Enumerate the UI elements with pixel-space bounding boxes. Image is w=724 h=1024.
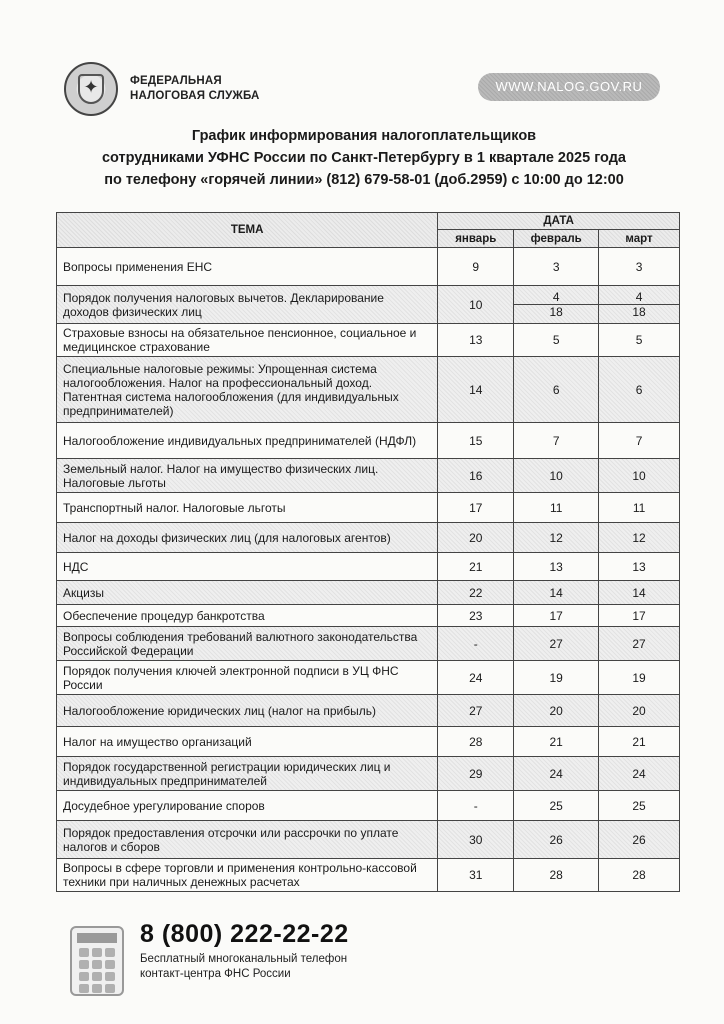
title-line3: по телефону «горячей линии» (812) 679-58-01 (доб.2959) с 10:00 до 12:00 (104, 172, 624, 188)
row-mar: 11 (599, 493, 680, 523)
row-mar: 20 (599, 695, 680, 727)
row-topic: Налог на имущество организаций (57, 727, 438, 757)
row-jan: 21 (438, 553, 514, 581)
row-topic: Акцизы (57, 581, 438, 605)
table-row (57, 695, 680, 727)
row-jan: 16 (438, 459, 514, 493)
row-feb-second: 18 (549, 305, 563, 319)
table-row (57, 248, 680, 286)
row-jan: 20 (438, 523, 514, 553)
row-jan: 28 (438, 727, 514, 757)
eagle-icon: ✦ (83, 77, 99, 97)
row-jan: 29 (438, 757, 514, 791)
row-feb: 4 (514, 290, 598, 305)
hotline-description (140, 952, 347, 982)
table-row (57, 423, 680, 459)
org-name-line1: ФЕДЕРАЛЬНАЯ (130, 75, 222, 87)
title-line2: сотрудниками УФНС России по Санкт-Петербургу в 1 квартале 2025 года (101, 150, 626, 166)
row-mar: 10 (599, 459, 680, 493)
table-row (57, 324, 680, 357)
phone-keys (79, 948, 115, 993)
row-feb: 11 (514, 493, 599, 523)
row-jan: - (438, 627, 514, 661)
header-month-feb: февраль (514, 230, 599, 248)
row-feb-split (514, 286, 599, 324)
table-row (57, 605, 680, 627)
row-feb: 12 (514, 523, 599, 553)
phone-screen (77, 933, 117, 943)
website-link[interactable]: WWW.NALOG.GOV.RU (478, 73, 660, 101)
org-name-line2: НАЛОГОВАЯ СЛУЖБА (130, 90, 260, 102)
row-jan: - (438, 791, 514, 821)
row-feb: 20 (514, 695, 599, 727)
header-date: ДАТА (438, 213, 680, 230)
hotline-desc-line2: контакт-центра ФНС России (140, 968, 291, 980)
row-feb: 5 (514, 324, 599, 357)
row-feb: 17 (514, 605, 599, 627)
table-row (57, 357, 680, 423)
row-jan: 9 (438, 248, 514, 286)
table-row (57, 727, 680, 757)
row-mar: 13 (599, 553, 680, 581)
row-jan: 13 (438, 324, 514, 357)
table-row (57, 821, 680, 859)
row-mar-second: 18 (632, 305, 646, 319)
row-topic: Земельный налог. Налог на имущество физических лиц. Налоговые льготы (57, 459, 438, 493)
hotline-number[interactable]: 8 (800) 222-22-22 (140, 920, 349, 948)
row-feb: 6 (514, 357, 599, 423)
table-row (57, 757, 680, 791)
row-topic: Вопросы соблюдения требований валютного законодательства Российской Федерации (57, 627, 438, 661)
row-jan: 15 (438, 423, 514, 459)
header-month-mar: март (599, 230, 680, 248)
fns-emblem-logo (64, 62, 118, 116)
row-mar: 21 (599, 727, 680, 757)
row-feb: 26 (514, 821, 599, 859)
row-feb: 21 (514, 727, 599, 757)
row-mar: 17 (599, 605, 680, 627)
row-jan: 30 (438, 821, 514, 859)
table-row (57, 459, 680, 493)
page-title (40, 125, 688, 191)
table-row (57, 581, 680, 605)
table-row (57, 627, 680, 661)
row-mar: 4 (599, 290, 679, 305)
row-mar: 26 (599, 821, 680, 859)
table-row (57, 859, 680, 892)
row-topic: Налогообложение индивидуальных предпринимателей (НДФЛ) (57, 423, 438, 459)
row-mar: 28 (599, 859, 680, 892)
row-topic: Порядок государственной регистрации юридических лиц и индивидуальных предпринимателей (57, 757, 438, 791)
row-topic: Вопросы применения ЕНС (57, 248, 438, 286)
row-topic: НДС (57, 553, 438, 581)
row-topic: Вопросы в сфере торговли и применения контрольно-кассовой техники при наличных денежных расчетах (57, 859, 438, 892)
row-jan: 22 (438, 581, 514, 605)
row-mar: 14 (599, 581, 680, 605)
row-topic: Порядок получения налоговых вычетов. Декларирование доходов физических лиц (57, 286, 438, 324)
hotline-desc-line1: Бесплатный многоканальный телефон (140, 953, 348, 965)
row-mar: 12 (599, 523, 680, 553)
row-topic: Порядок получения ключей электронной подписи в УЦ ФНС России (57, 661, 438, 695)
row-topic: Налогообложение юридических лиц (налог на прибыль) (57, 695, 438, 727)
row-feb: 14 (514, 581, 599, 605)
row-feb: 7 (514, 423, 599, 459)
organization-name (130, 74, 260, 104)
row-mar: 3 (599, 248, 680, 286)
table-row (57, 286, 680, 324)
row-jan: 17 (438, 493, 514, 523)
table-row (57, 791, 680, 821)
row-jan: 27 (438, 695, 514, 727)
row-topic: Транспортный налог. Налоговые льготы (57, 493, 438, 523)
row-topic: Порядок предоставления отсрочки или рассрочки по уплате налогов и сборов (57, 821, 438, 859)
row-topic: Досудебное урегулирование споров (57, 791, 438, 821)
table-row (57, 661, 680, 695)
schedule-table (56, 212, 680, 892)
row-feb: 25 (514, 791, 599, 821)
row-feb: 28 (514, 859, 599, 892)
row-mar: 6 (599, 357, 680, 423)
row-feb: 19 (514, 661, 599, 695)
row-feb: 13 (514, 553, 599, 581)
row-jan: 23 (438, 605, 514, 627)
row-jan: 14 (438, 357, 514, 423)
table-row (57, 523, 680, 553)
row-topic: Обеспечение процедур банкротства (57, 605, 438, 627)
row-jan: 24 (438, 661, 514, 695)
phone-keypad-icon (70, 926, 124, 996)
row-mar: 7 (599, 423, 680, 459)
header-month-jan: январь (438, 230, 514, 248)
row-topic: Налог на доходы физических лиц (для налоговых агентов) (57, 523, 438, 553)
row-feb: 27 (514, 627, 599, 661)
row-jan: 31 (438, 859, 514, 892)
table-row (57, 553, 680, 581)
table-row (57, 493, 680, 523)
row-topic: Страховые взносы на обязательное пенсионное, социальное и медицинское страхование (57, 324, 438, 357)
header-topic: ТЕМА (57, 213, 438, 248)
row-mar: 25 (599, 791, 680, 821)
row-mar: 24 (599, 757, 680, 791)
row-feb: 24 (514, 757, 599, 791)
row-mar: 27 (599, 627, 680, 661)
title-line1: График информирования налогоплательщиков (191, 128, 537, 144)
row-mar: 5 (599, 324, 680, 357)
row-mar: 19 (599, 661, 680, 695)
row-feb: 10 (514, 459, 599, 493)
row-mar-split (599, 286, 680, 324)
row-jan: 10 (438, 286, 514, 324)
row-topic: Специальные налоговые режимы: Упрощенная система налогообложения. Налог на профессиональный доход. Патентная система налогообложения (для индивидуальных предпринимателей) (57, 357, 438, 423)
row-feb: 3 (514, 248, 599, 286)
